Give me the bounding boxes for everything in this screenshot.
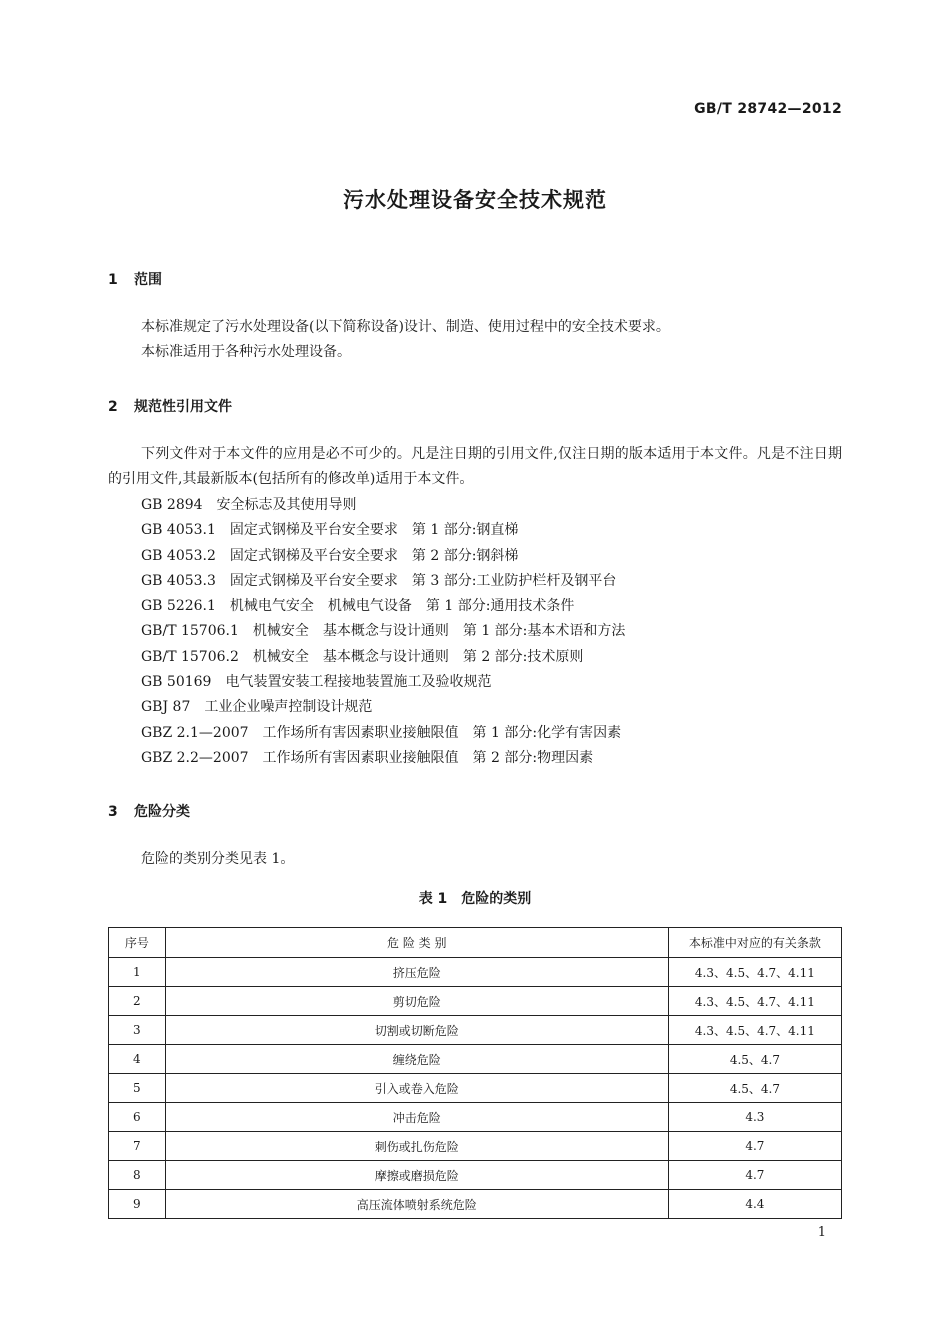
cell-no: 4: [109, 1045, 166, 1074]
cell-clauses: 4.3、4.5、4.7、4.11: [668, 958, 841, 987]
reference-item: GBZ 2.1—2007 工作场所有害因素职业接触限值 第 1 部分:化学有害因素: [141, 724, 622, 741]
cell-clauses: 4.3: [668, 1103, 841, 1132]
reference-item: GBJ 87 工业企业噪声控制设计规范: [141, 699, 373, 716]
cell-clauses: 4.5、4.7: [668, 1045, 841, 1074]
paragraph: 本标准适用于各种污水处理设备。: [141, 344, 351, 360]
table-caption: 表 1 危险的类别: [418, 891, 532, 907]
cell-no: 6: [109, 1103, 166, 1132]
reference-item: GB 2894 安全标志及其使用导则: [141, 497, 357, 513]
hazard-table: [108, 927, 842, 1219]
table-row: [109, 1132, 842, 1161]
cell-category: 切割或切断危险: [165, 1016, 668, 1045]
table-row: [109, 1016, 842, 1045]
cell-no: 1: [109, 958, 166, 987]
section-title: 危险分类: [134, 804, 190, 820]
cell-category: 缠绕危险: [165, 1045, 668, 1074]
section-1-body: [108, 315, 842, 365]
section-title: 范围: [134, 272, 162, 288]
cell-clauses: 4.7: [668, 1132, 841, 1161]
header-cell-no: 序号: [109, 928, 166, 958]
cell-no: 9: [109, 1190, 166, 1219]
cell-category: 引入或卷入危险: [165, 1074, 668, 1103]
cell-clauses: 4.7: [668, 1161, 841, 1190]
section-number: 2: [108, 399, 118, 415]
standard-number: GB/T 28742—2012: [694, 101, 842, 117]
reference-item: GB 50169 电气装置安装工程接地装置施工及验收规范: [141, 674, 492, 691]
reference-list: [141, 493, 625, 771]
reference-item: GB/T 15706.1 机械安全 基本概念与设计通则 第 1 部分:基本术语和方法: [141, 623, 626, 640]
paragraph: 危险的类别分类见表 1。: [141, 851, 295, 867]
cell-category: 剪切危险: [165, 987, 668, 1016]
paragraph: 本标准规定了污水处理设备(以下简称设备)设计、制造、使用过程中的安全技术要求。: [141, 319, 670, 335]
cell-no: 2: [109, 987, 166, 1016]
section-number: 1: [108, 272, 118, 288]
section-3-intro: [108, 847, 842, 872]
cell-clauses: 4.3、4.5、4.7、4.11: [668, 1016, 841, 1045]
paragraph: 下列文件对于本文件的应用是必不可少的。凡是注日期的引用文件,仅注日期的版本适用于本文件。凡是不注日期的引用文件,其最新版本(包括所有的修改单)适用于本文件。: [108, 446, 842, 487]
cell-no: 8: [109, 1161, 166, 1190]
cell-category: 刺伤或扎伤危险: [165, 1132, 668, 1161]
reference-item: GB 4053.3 固定式钢梯及平台安全要求 第 3 部分:工业防护栏杆及钢平台: [141, 572, 617, 589]
reference-item: GBZ 2.2—2007 工作场所有害因素职业接触限值 第 2 部分:物理因素: [141, 749, 594, 766]
section-3-heading: [108, 801, 190, 821]
table-row: [109, 1161, 842, 1190]
cell-clauses: 4.3、4.5、4.7、4.11: [668, 987, 841, 1016]
table-header-row: [109, 928, 842, 958]
table-row: [109, 1074, 842, 1103]
cell-no: 7: [109, 1132, 166, 1161]
cell-no: 3: [109, 1016, 166, 1045]
table-row: [109, 1103, 842, 1132]
cell-clauses: 4.5、4.7: [668, 1074, 841, 1103]
section-2-heading: [108, 396, 232, 416]
cell-category: 冲击危险: [165, 1103, 668, 1132]
section-title: 规范性引用文件: [134, 399, 232, 415]
table-row: [109, 987, 842, 1016]
reference-item: GB 4053.2 固定式钢梯及平台安全要求 第 2 部分:钢斜梯: [141, 547, 519, 564]
cell-category: 摩擦或磨损危险: [165, 1161, 668, 1190]
section-2-intro: [108, 442, 842, 492]
table-row: [109, 958, 842, 987]
reference-item: GB 4053.1 固定式钢梯及平台安全要求 第 1 部分:钢直梯: [141, 522, 519, 539]
reference-item: GB/T 15706.2 机械安全 基本概念与设计通则 第 2 部分:技术原则: [141, 648, 584, 665]
table-row: [109, 1045, 842, 1074]
header-cell-category: 危 险 类 别: [165, 928, 668, 958]
section-1-heading: [108, 269, 162, 289]
cell-category: 挤压危险: [165, 958, 668, 987]
cell-category: 高压流体喷射系统危险: [165, 1190, 668, 1219]
page-number: 1: [817, 1225, 826, 1240]
table-row: [109, 1190, 842, 1219]
header-cell-clauses: 本标准中对应的有关条款: [668, 928, 841, 958]
cell-clauses: 4.4: [668, 1190, 841, 1219]
section-number: 3: [108, 804, 118, 820]
document-title: 污水处理设备安全技术规范: [343, 188, 607, 212]
cell-no: 5: [109, 1074, 166, 1103]
reference-item: GB 5226.1 机械电气安全 机械电气设备 第 1 部分:通用技术条件: [141, 598, 575, 615]
